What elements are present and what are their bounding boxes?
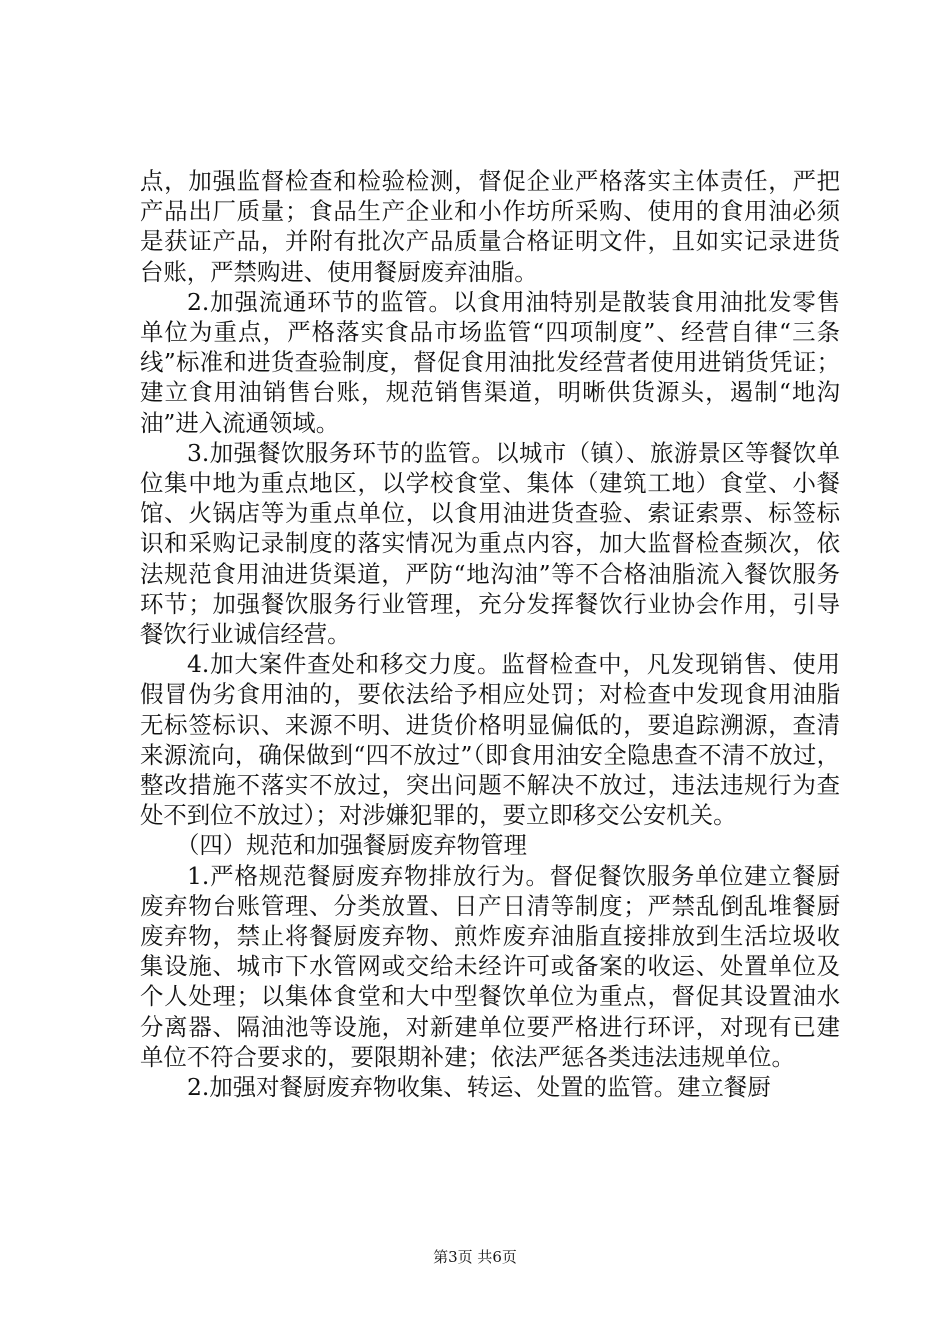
paragraph-case-handling: 4.加大案件查处和移交力度。监督检查中，凡发现销售、使用假冒伪劣食用油的，要依法给予相应处罚；对检查中发现食用油脂无标签标识、来源不明、进货价格明显偏低的，要追踪溯源，查清来源流向，确保做到“四不放过”（即食用油安全隐患查不清不放过，整改措施不落实不放过，突出问题不解决不放过，违法违规行为查处不到位不放过）；对涉嫌犯罪的，要立即移交公安机关。: [140, 650, 840, 830]
document-body: [140, 166, 840, 1102]
section-heading: （四）规范和加强餐厨废弃物管理: [176, 831, 527, 860]
paragraph-catering-supervision: 3.加强餐饮服务环节的监管。以城市（镇）、旅游景区等餐饮单位集中地为重点地区，以学校食堂、集体（建筑工地）食堂、小餐馆、火锅店等为重点单位，以食用油进货查验、索证索票、标签标识和采购记录制度的落实情况为重点内容，加大监督检查频次，依法规范食用油进货渠道，严防“地沟油”等不合格油脂流入餐饮服务环节；加强餐饮服务行业管理，充分发挥餐饮行业协会作用，引导餐饮行业诚信经营。: [140, 438, 840, 649]
paragraph-continuation: 点，加强监督检查和检验检测，督促企业严格落实主体责任，严把产品出厂质量；食品生产企业和小作坊所采购、使用的食用油必须是获证产品，并附有批次产品质量合格证明文件，且如实记录进货台账，严禁购进、使用餐厨废弃油脂。: [140, 167, 840, 286]
page-footer: 第3页 共6页: [433, 1248, 517, 1266]
paragraph-circulation-supervision: 2.加强流通环节的监管。以食用油特别是散装食用油批发零售单位为重点，严格落实食品市场监管“四项制度”、经营自律“三条线”标准和进货查验制度，督促食用油批发经营者使用进销货凭证；建立食用油销售台账，规范销售渠道，明晰供货源头，遏制“地沟油”进入流通领域。: [140, 287, 840, 437]
paragraph-waste-discharge: 1.严格规范餐厨废弃物排放行为。督促餐饮服务单位建立餐厨废弃物台账管理、分类放置、日产日清等制度；严禁乱倒乱堆餐厨废弃物，禁止将餐厨废弃物、煎炸废弃油脂直接排放到生活垃圾收集设施、城市下水管网或交给未经许可或备案的收运、处置单位及个人处理；以集体食堂和大中型餐饮单位为重点，督促其设置油水分离器、隔油池等设施，对新建单位要严格进行环评，对现有已建单位不符合要求的，要限期补建；依法严惩各类违法违规单位。: [140, 861, 840, 1071]
paragraph-waste-collection: 2.加强对餐厨废弃物收集、转运、处置的监管。建立餐厨: [187, 1073, 771, 1102]
